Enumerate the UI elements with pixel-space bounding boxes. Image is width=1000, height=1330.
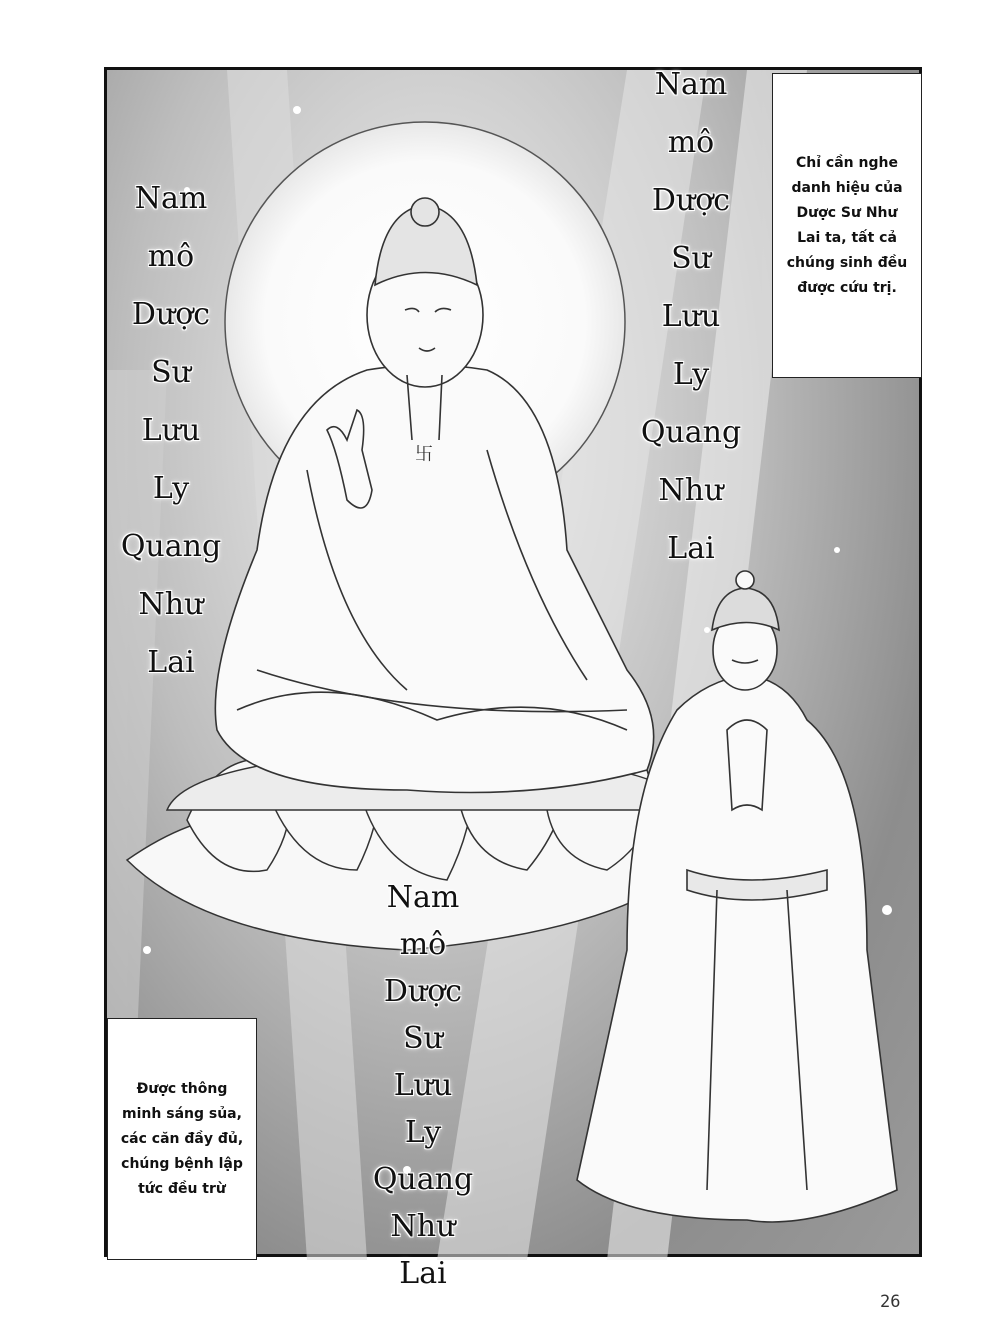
chant-left-word: Lưu bbox=[141, 413, 201, 448]
chant-right-word: Nam bbox=[654, 67, 728, 102]
caption-box-bottom-left bbox=[107, 1018, 257, 1260]
svg-text:卐: 卐 bbox=[415, 444, 433, 465]
chant-left-word: Ly bbox=[152, 471, 190, 506]
caption-top-right-text: Chỉ cần nghe danh hiệu của Dược Sư Như Lai ta, tất cả chúng sinh đều được cứu trị. bbox=[786, 154, 908, 296]
page-number: 26 bbox=[880, 1292, 901, 1312]
chant-bottom-word: Như bbox=[390, 1209, 456, 1244]
chant-right-word: Lai bbox=[667, 531, 715, 566]
chant-bottom-word: mô bbox=[399, 927, 447, 962]
chant-left-word: mô bbox=[147, 239, 195, 274]
chant-left-word: Nam bbox=[134, 181, 208, 216]
caption-bottom-left-text: Được thông minh sáng sủa, các căn đầy đủ, chúng bệnh lập tức đều trừ bbox=[120, 1080, 244, 1197]
chant-bottom-column bbox=[361, 874, 485, 1297]
chant-bottom-word: Lai bbox=[399, 1256, 447, 1291]
chant-right-word: Dược bbox=[651, 183, 731, 218]
chant-bottom-word: Nam bbox=[386, 880, 460, 915]
chant-left-column bbox=[113, 170, 229, 692]
chant-right-word: Lưu bbox=[661, 299, 721, 334]
chant-right-word: Sư bbox=[671, 241, 711, 276]
chant-right-word: mô bbox=[667, 125, 715, 160]
manga-panel bbox=[104, 67, 922, 1291]
chant-right-word: Quang bbox=[640, 415, 742, 450]
chant-left-word: Lai bbox=[147, 645, 195, 680]
caption-box-top-right bbox=[772, 73, 922, 378]
chant-left-word: Sư bbox=[151, 355, 191, 390]
chant-bottom-word: Lưu bbox=[393, 1068, 453, 1103]
chant-bottom-word: Dược bbox=[383, 974, 463, 1009]
chant-right-word: Ly bbox=[672, 357, 710, 392]
chant-left-word: Quang bbox=[120, 529, 222, 564]
chant-bottom-word: Sư bbox=[403, 1021, 443, 1056]
chant-right-word: Như bbox=[658, 473, 724, 508]
chant-left-word: Dược bbox=[131, 297, 211, 332]
chant-left-word: Như bbox=[138, 587, 204, 622]
chant-bottom-word: Ly bbox=[404, 1115, 442, 1150]
chant-bottom-word: Quang bbox=[372, 1162, 474, 1197]
chant-right-column bbox=[629, 56, 753, 578]
